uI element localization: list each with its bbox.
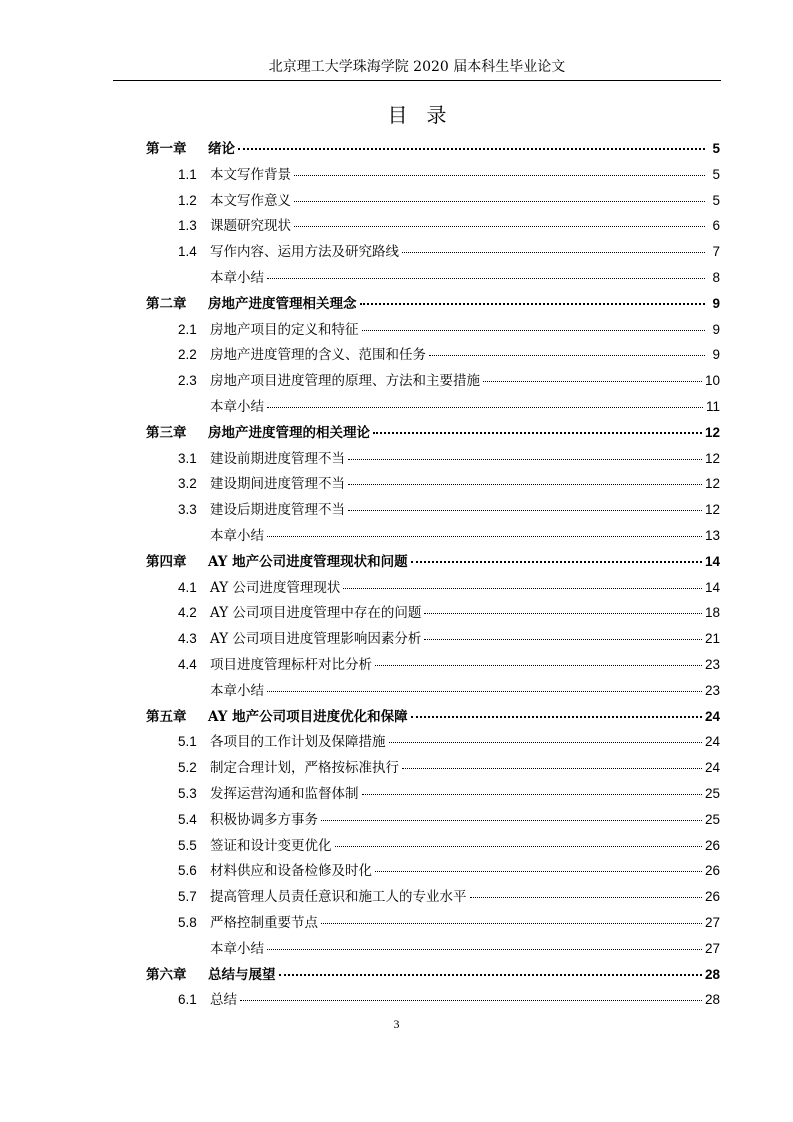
toc-entry-title: 各项目的工作计划及保障措施 xyxy=(210,734,386,751)
toc-dot-leader xyxy=(411,560,702,563)
toc-page-number: 7 xyxy=(712,244,720,260)
toc-page-number: 24 xyxy=(704,708,720,724)
toc-page-number: 27 xyxy=(704,914,720,930)
toc-dot-leader xyxy=(348,483,702,485)
toc-page-number: 5 xyxy=(712,166,720,182)
toc-page-number: 9 xyxy=(712,321,720,337)
toc-section-number: 1.2 xyxy=(178,192,197,208)
toc-page-number: 23 xyxy=(704,682,720,698)
toc-dot-leader xyxy=(402,251,705,253)
toc-chapter-number: 第二章 xyxy=(146,295,187,312)
toc-section-number: 3.2 xyxy=(178,476,197,492)
toc-entry-title: 项目进度管理标杆对比分析 xyxy=(210,656,372,673)
toc-page-number: 14 xyxy=(704,579,720,595)
toc-section-entry[interactable] xyxy=(146,472,720,498)
toc-dot-leader xyxy=(267,690,702,692)
toc-entry-title: 房地产进度管理相关理念 xyxy=(208,295,357,312)
toc-dot-leader xyxy=(348,458,702,460)
toc-entry-title: 签证和设计变更优化 xyxy=(210,837,332,854)
toc-section-entry[interactable] xyxy=(146,679,720,705)
toc-entry-title: 本章小结 xyxy=(210,940,264,957)
toc-section-entry[interactable] xyxy=(146,395,720,421)
toc-entry-title: 本章小结 xyxy=(210,398,264,415)
toc-entry-title: 积极协调多方事务 xyxy=(210,811,318,828)
toc-entry-title: 总结 xyxy=(210,992,237,1009)
toc-section-number: 3.3 xyxy=(178,502,197,518)
header-divider xyxy=(113,80,721,81)
toc-section-entry[interactable] xyxy=(146,498,720,524)
toc-entry-title: AY 公司项目进度管理影响因素分析 xyxy=(210,631,422,648)
toc-section-entry[interactable] xyxy=(146,937,720,963)
toc-section-entry[interactable] xyxy=(146,988,720,1014)
toc-page-number: 6 xyxy=(712,218,720,234)
toc-section-number: 5.1 xyxy=(178,734,197,750)
toc-dot-leader xyxy=(279,973,702,976)
toc-entry-title: 材料供应和设备检修及时化 xyxy=(210,863,372,880)
toc-dot-leader xyxy=(267,277,705,279)
toc-entry-title: 本文写作背景 xyxy=(210,166,291,183)
toc-section-entry[interactable] xyxy=(146,266,720,292)
toc-section-entry[interactable] xyxy=(146,627,720,653)
toc-entry-title: AY 公司进度管理现状 xyxy=(210,579,341,596)
toc-entry-title: 本章小结 xyxy=(210,682,264,699)
toc-section-number: 4.4 xyxy=(178,656,197,672)
toc-page-number: 12 xyxy=(704,424,720,440)
toc-entry-title: 严格控制重要节点 xyxy=(210,914,318,931)
toc-dot-leader xyxy=(240,999,702,1001)
toc-section-entry[interactable] xyxy=(146,730,720,756)
toc-section-number: 5.6 xyxy=(178,863,197,879)
toc-page-number: 26 xyxy=(704,889,720,905)
toc-dot-leader xyxy=(360,302,706,305)
toc-section-entry[interactable] xyxy=(146,859,720,885)
toc-entry-title: 提高管理人员责任意识和施工人的专业水平 xyxy=(210,889,467,906)
toc-dot-leader xyxy=(411,715,702,718)
toc-section-number: 2.2 xyxy=(178,347,197,363)
toc-section-number: 3.1 xyxy=(178,450,197,466)
toc-entry-title: 发挥运营沟通和监督体制 xyxy=(210,785,359,802)
toc-page-number: 8 xyxy=(712,269,720,285)
toc-dot-leader xyxy=(375,870,702,872)
toc-dot-leader xyxy=(335,845,702,847)
toc-page-number: 23 xyxy=(704,656,720,672)
toc-entry-title: 制定合理计划，严格按标准执行 xyxy=(210,760,399,777)
page-number: 3 xyxy=(393,1017,400,1031)
toc-section-entry[interactable] xyxy=(146,318,720,344)
toc-chapter-entry[interactable] xyxy=(146,137,720,163)
toc-page-number: 9 xyxy=(712,347,720,363)
toc-chapter-entry[interactable] xyxy=(146,421,720,447)
toc-section-entry[interactable] xyxy=(146,214,720,240)
toc-entry-title: 建设前期进度管理不当 xyxy=(210,450,345,467)
toc-entry-title: 本章小结 xyxy=(210,527,264,544)
toc-entry-title: 房地产进度管理的相关理论 xyxy=(208,424,370,441)
toc-page-number: 10 xyxy=(704,373,720,389)
toc-chapter-number: 第六章 xyxy=(146,966,187,983)
toc-page-number: 5 xyxy=(712,141,720,156)
toc-entry-title: 房地产进度管理的含义、范围和任务 xyxy=(210,347,426,364)
toc-entry-title: 房地产项目进度管理的原理、方法和主要措施 xyxy=(210,373,480,390)
toc-page-number: 25 xyxy=(704,811,720,827)
toc-section-number: 2.3 xyxy=(178,373,197,389)
toc-dot-leader xyxy=(424,612,702,614)
toc-section-number: 5.2 xyxy=(178,760,197,776)
toc-entry-title: AY 公司项目进度管理中存在的问题 xyxy=(210,605,422,622)
toc-page-number: 28 xyxy=(704,966,720,982)
toc-page-number: 12 xyxy=(704,502,720,518)
toc-section-entry[interactable] xyxy=(146,447,720,473)
toc-dot-leader xyxy=(267,406,703,408)
toc-dot-leader xyxy=(238,147,705,150)
toc-section-number: 4.2 xyxy=(178,605,197,621)
toc-dot-leader xyxy=(362,793,702,795)
toc-entry-title: 建设后期进度管理不当 xyxy=(210,502,345,519)
toc-page-number: 24 xyxy=(704,734,720,750)
toc-chapter-number: 第五章 xyxy=(146,708,187,725)
toc-section-entry[interactable] xyxy=(146,885,720,911)
page-header: 北京理工大学珠海学院 2020 届本科生毕业论文 xyxy=(268,59,566,75)
toc-section-number: 4.3 xyxy=(178,631,197,647)
toc-chapter-entry[interactable] xyxy=(146,550,720,576)
toc-page-number: 14 xyxy=(704,553,720,569)
toc-section-number: 1.1 xyxy=(178,166,197,182)
toc-dot-leader xyxy=(375,664,702,666)
toc-entry-title: 本章小结 xyxy=(210,269,264,286)
toc-section-number: 2.1 xyxy=(178,321,197,337)
toc-section-number: 1.3 xyxy=(178,218,197,234)
toc-chapter-entry[interactable] xyxy=(146,292,720,318)
toc-entry-title: AY 地产公司项目进度优化和保障 xyxy=(208,708,408,725)
toc-dot-leader xyxy=(294,200,705,202)
toc-chapter-number: 第一章 xyxy=(146,141,187,157)
toc-page-number: 26 xyxy=(704,863,720,879)
toc-dot-leader xyxy=(389,741,702,743)
toc-page-number: 25 xyxy=(704,785,720,801)
toc-page-number: 27 xyxy=(704,940,720,956)
toc-chapter-number: 第三章 xyxy=(146,424,187,441)
toc-dot-leader xyxy=(470,896,702,898)
toc-page-number: 18 xyxy=(704,605,720,621)
toc-dot-leader xyxy=(429,354,705,356)
toc-entry-title: 写作内容、运用方法及研究路线 xyxy=(210,244,399,261)
toc-dot-leader xyxy=(294,225,705,227)
toc-section-entry[interactable] xyxy=(146,601,720,627)
toc-page-number: 28 xyxy=(704,992,720,1008)
toc-section-entry[interactable] xyxy=(146,756,720,782)
table-of-contents xyxy=(146,137,720,1014)
toc-section-entry[interactable] xyxy=(146,189,720,215)
toc-section-entry[interactable] xyxy=(146,240,720,266)
toc-page-number: 5 xyxy=(712,192,720,208)
toc-dot-leader xyxy=(321,819,702,821)
toc-section-entry[interactable] xyxy=(146,163,720,189)
toc-section-entry[interactable] xyxy=(146,911,720,937)
toc-chapter-entry[interactable] xyxy=(146,963,720,989)
toc-chapter-number: 第四章 xyxy=(146,553,187,570)
toc-section-entry[interactable] xyxy=(146,369,720,395)
toc-dot-leader xyxy=(267,948,702,950)
toc-page-number: 11 xyxy=(705,398,720,414)
toc-entry-title: 本文写作意义 xyxy=(210,192,291,209)
toc-dot-leader xyxy=(424,638,702,640)
toc-dot-leader xyxy=(362,329,706,331)
toc-dot-leader xyxy=(267,535,702,537)
toc-section-entry[interactable] xyxy=(146,782,720,808)
toc-entry-title: 课题研究现状 xyxy=(210,218,291,235)
toc-section-number: 1.4 xyxy=(178,244,197,260)
toc-section-number: 5.4 xyxy=(178,811,197,827)
toc-chapter-entry[interactable] xyxy=(146,705,720,731)
toc-section-entry[interactable] xyxy=(146,808,720,834)
toc-dot-leader xyxy=(321,922,702,924)
toc-page-number: 13 xyxy=(704,527,720,543)
toc-section-number: 5.5 xyxy=(178,837,197,853)
toc-dot-leader xyxy=(294,174,705,176)
toc-entry-title: 房地产项目的定义和特征 xyxy=(210,321,359,338)
toc-page-number: 9 xyxy=(712,295,720,311)
toc-page-number: 12 xyxy=(704,476,720,492)
toc-dot-leader xyxy=(483,380,702,382)
toc-dot-leader xyxy=(373,431,702,434)
toc-page-number: 12 xyxy=(704,450,720,466)
toc-dot-leader xyxy=(402,767,702,769)
toc-title: 目 录 xyxy=(387,103,447,127)
toc-section-number: 5.8 xyxy=(178,914,197,930)
toc-section-entry[interactable] xyxy=(146,343,720,369)
toc-page-number: 26 xyxy=(704,837,720,853)
toc-section-number: 6.1 xyxy=(178,992,197,1008)
toc-page-number: 24 xyxy=(704,760,720,776)
toc-entry-title: 总结与展望 xyxy=(208,966,276,983)
toc-dot-leader xyxy=(343,587,702,589)
toc-dot-leader xyxy=(348,509,702,511)
toc-entry-title: 绪论 xyxy=(208,141,235,157)
toc-section-entry[interactable] xyxy=(146,653,720,679)
toc-section-entry[interactable] xyxy=(146,834,720,860)
toc-page-number: 21 xyxy=(704,631,720,647)
toc-section-entry[interactable] xyxy=(146,576,720,602)
toc-section-entry[interactable] xyxy=(146,524,720,550)
toc-section-number: 5.7 xyxy=(178,889,197,905)
toc-section-number: 4.1 xyxy=(178,579,197,595)
toc-entry-title: AY 地产公司进度管理现状和问题 xyxy=(208,553,408,570)
toc-section-number: 5.3 xyxy=(178,785,197,801)
toc-entry-title: 建设期间进度管理不当 xyxy=(210,476,345,493)
